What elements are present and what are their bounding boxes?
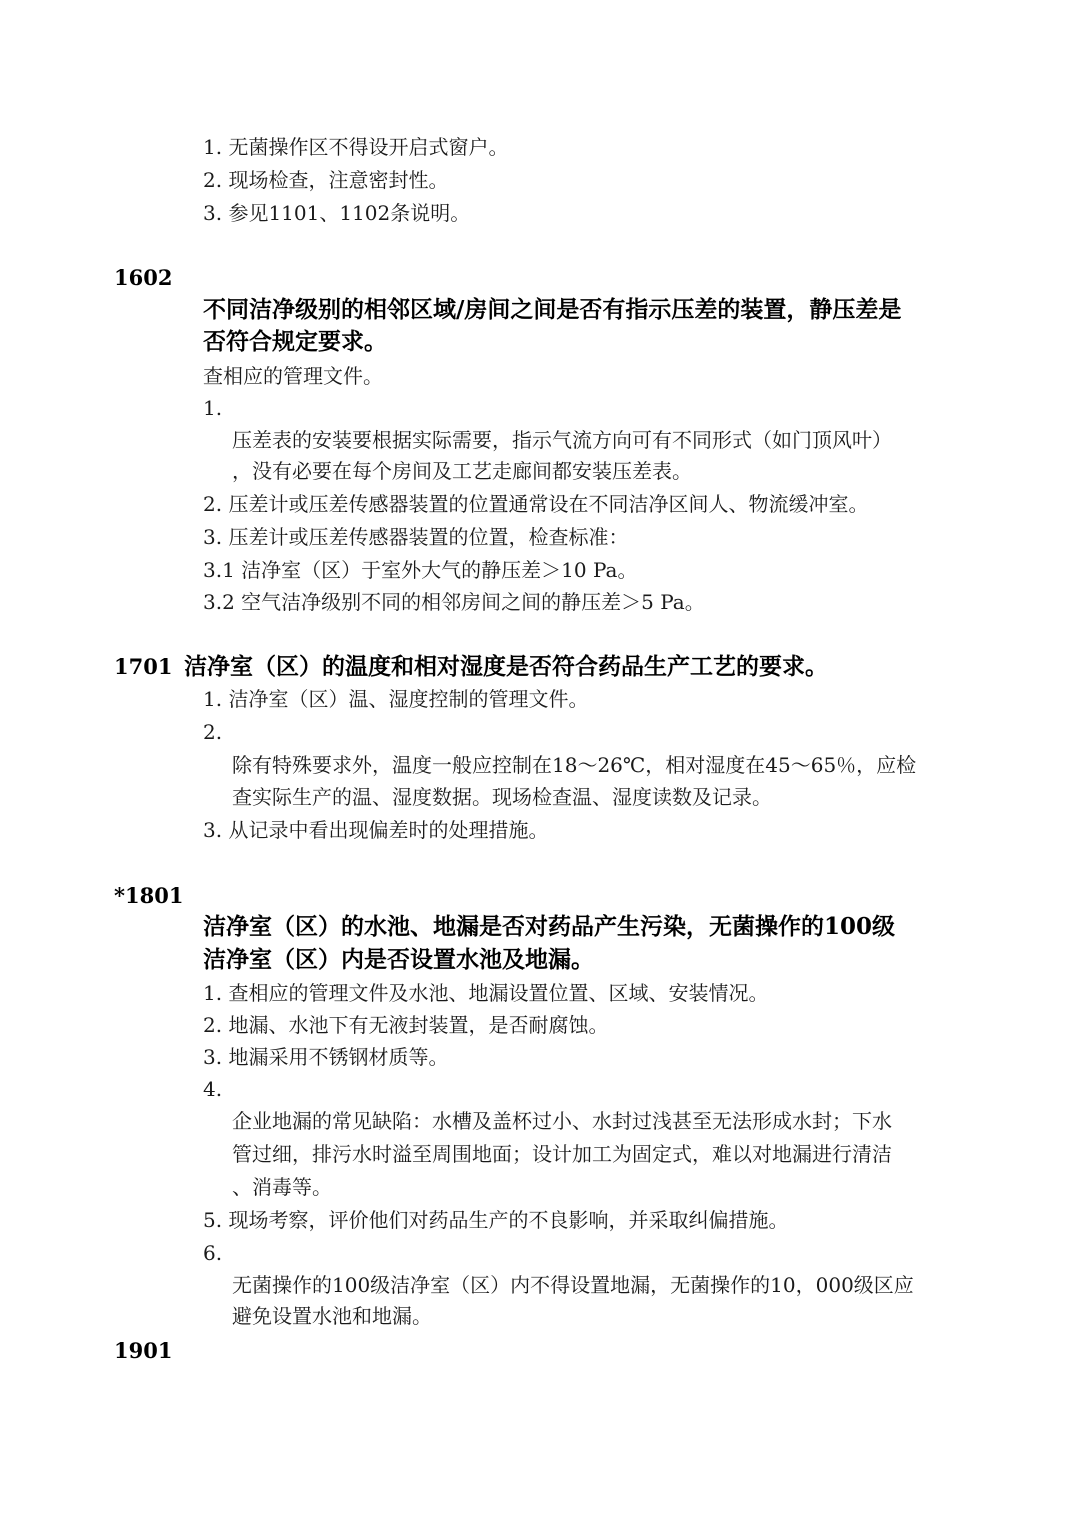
section-code-1801: *1801 xyxy=(114,883,184,908)
section-1701-item-2-number: 2. xyxy=(203,720,223,744)
intro-item-2: 2. 现场检查，注意密封性。 xyxy=(203,168,449,192)
section-1801-item-6-line-2: 避免设置水池和地漏。 xyxy=(232,1304,432,1328)
section-1701-item-2-line-1: 除有特殊要求外，温度一般应控制在18～26℃，相对湿度在45～65％，应检 xyxy=(232,753,917,777)
section-1801-item-4-number: 4. xyxy=(203,1077,223,1101)
section-1801-item-4-line-3: 、消毒等。 xyxy=(232,1175,332,1199)
section-1602-item-2: 2. 压差计或压差传感器装置的位置通常设在不同洁净区间人、物流缓冲室。 xyxy=(203,492,869,516)
section-1801-title-line-1: 洁净室（区）的水池、地漏是否对药品产生污染，无菌操作的100级 xyxy=(203,913,896,940)
intro-item-1: 1. 无菌操作区不得设开启式窗户。 xyxy=(203,135,509,159)
section-code-1901: 1901 xyxy=(114,1338,173,1363)
section-1801-item-6-number: 6. xyxy=(203,1241,223,1265)
section-1801-item-4-line-2: 管过细，排污水时溢至周围地面；设计加工为固定式，难以对地漏进行清洁 xyxy=(232,1142,892,1166)
section-1701-item-3: 3. 从记录中看出现偏差时的处理措施。 xyxy=(203,818,549,842)
section-1701-item-1: 1. 洁净室（区）温、湿度控制的管理文件。 xyxy=(203,687,589,711)
section-code-1602: 1602 xyxy=(114,265,173,290)
intro-item-3: 3. 参见1101、1102条说明。 xyxy=(203,201,471,225)
section-1801-item-1: 1. 查相应的管理文件及水池、地漏设置位置、区域、安装情况。 xyxy=(203,981,769,1005)
section-1602-item-1-line-1: 压差表的安装要根据实际需要，指示气流方向可有不同形式（如门顶风叶） xyxy=(232,428,892,452)
section-code-1701: 1701 xyxy=(114,654,173,679)
section-1701-item-2-line-2: 查实际生产的温、湿度数据。现场检查温、湿度读数及记录。 xyxy=(232,785,772,809)
section-1602-item-1-number: 1. xyxy=(203,396,223,420)
section-1801-item-5: 5. 现场考察，评价他们对药品生产的不良影响，并采取纠偏措施。 xyxy=(203,1208,789,1232)
section-1801-item-3: 3. 地漏采用不锈钢材质等。 xyxy=(203,1045,449,1069)
section-1602-title-line-1: 不同洁净级别的相邻区域/房间之间是否有指示压差的装置，静压差是 xyxy=(203,296,902,323)
section-1801-item-2: 2. 地漏、水池下有无液封装置，是否耐腐蚀。 xyxy=(203,1013,609,1037)
section-1801-title-line-2: 洁净室（区）内是否设置水池及地漏。 xyxy=(203,946,594,973)
section-1602-check: 查相应的管理文件。 xyxy=(203,364,383,388)
section-1602-item-1-line-2: ，没有必要在每个房间及工艺走廊间都安装压差表。 xyxy=(232,459,692,483)
section-1701-title: 洁净室（区）的温度和相对湿度是否符合药品生产工艺的要求。 xyxy=(184,653,828,680)
section-1602-title-line-2: 否符合规定要求。 xyxy=(203,328,387,355)
section-1602-item-3: 3. 压差计或压差传感器装置的位置，检查标准： xyxy=(203,525,629,549)
section-1801-item-4-line-1: 企业地漏的常见缺陷：水槽及盖杯过小、水封过浅甚至无法形成水封；下水 xyxy=(232,1109,892,1133)
section-1602-item-3-1: 3.1 洁净室（区）于室外大气的静压差＞10 Pa。 xyxy=(203,558,638,582)
section-1801-item-6-line-1: 无菌操作的100级洁净室（区）内不得设置地漏，无菌操作的10，000级区应 xyxy=(232,1273,914,1297)
section-1602-item-3-2: 3.2 空气洁净级别不同的相邻房间之间的静压差＞5 Pa。 xyxy=(203,590,705,614)
